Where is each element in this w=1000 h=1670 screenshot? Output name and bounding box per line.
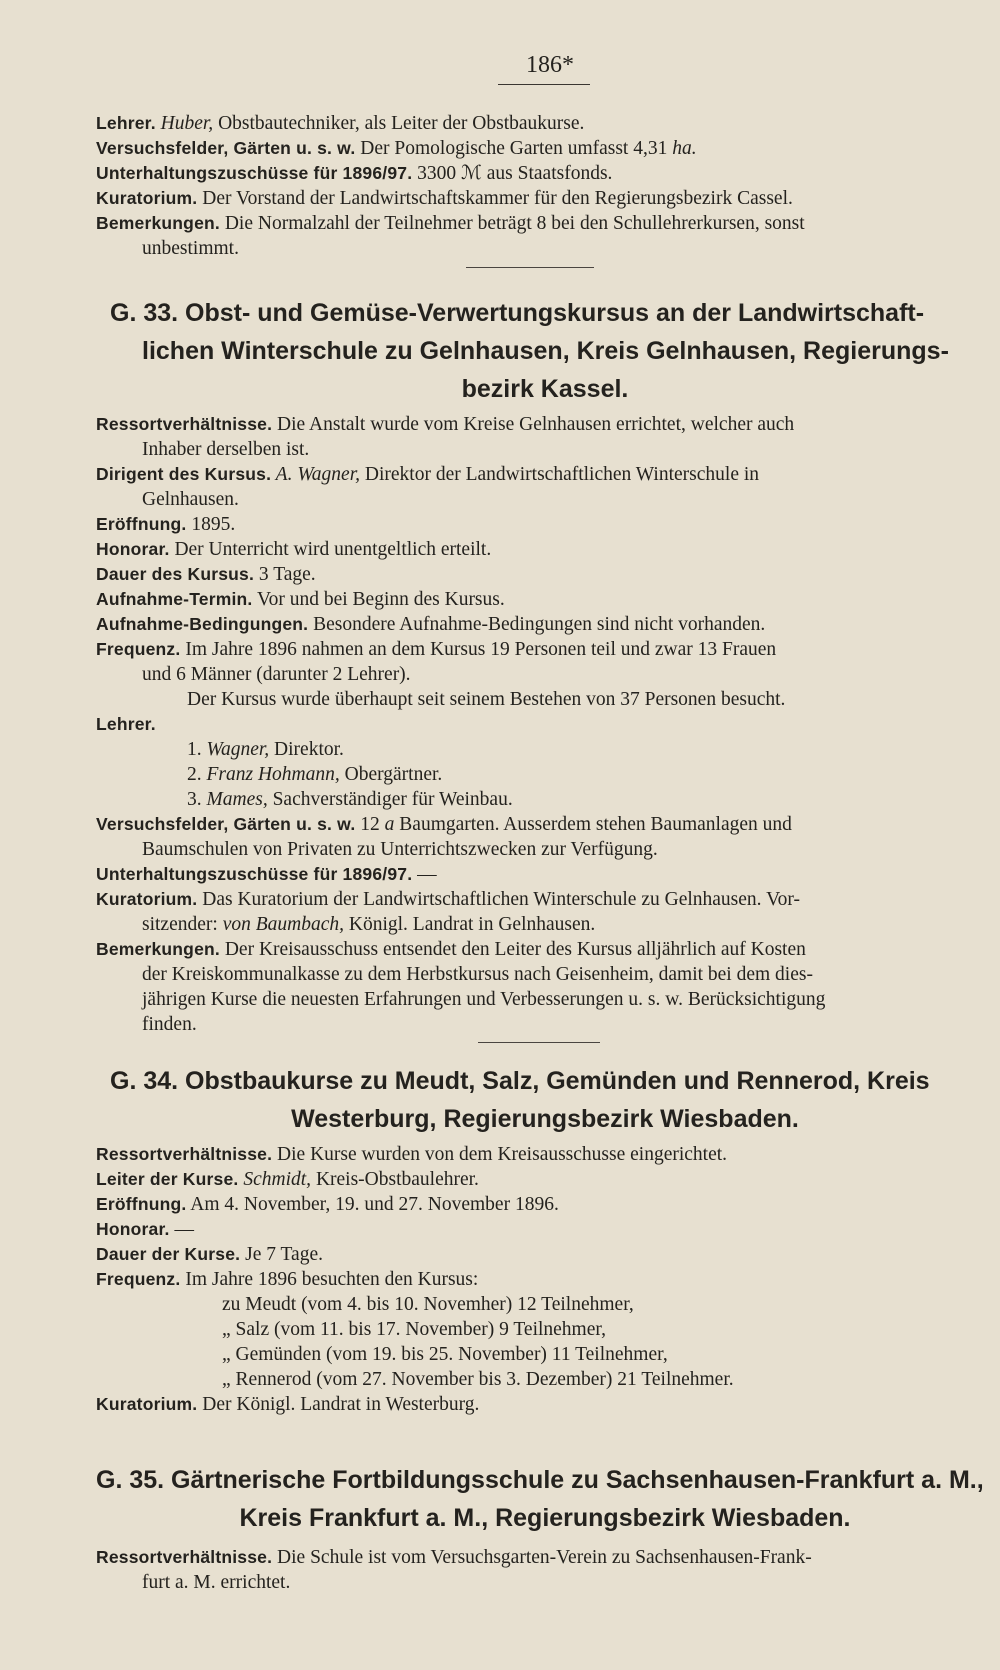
- entry-text: Im Jahre 1896 besuchten den Kursus:: [180, 1269, 479, 1290]
- entry-text: Die Schule ist vom Versuchsgarten-Verein zu Sachsenhausen-Frank-: [272, 1547, 812, 1568]
- continuation-line: und 6 Männer (darunter 2 Lehrer).: [142, 664, 411, 685]
- continuation-line: Inhaber derselben ist.: [142, 439, 310, 460]
- section-heading-line: lichen Winterschule zu Gelnhausen, Kreis Gelnhausen, Regierungs-: [142, 337, 949, 365]
- unterhaltung-entry: [96, 862, 972, 887]
- initial: A.: [271, 464, 298, 485]
- section-heading: G. 35. Gärtnerische Fortbildungsschule zu Sachsenhausen-Frankfurt a. M.,: [96, 1466, 984, 1494]
- entry-text: Der Unterricht wird unentgeltlich erteilt.: [169, 539, 492, 560]
- frequenz-line: „ Salz (vom 11. bis 17. November) 9 Teilnehmer,: [222, 1319, 606, 1340]
- entry-text: Die Anstalt wurde vom Kreise Gelnhausen errichtet, welcher auch: [272, 414, 795, 435]
- entry-label: Kuratorium.: [96, 188, 198, 208]
- entry-label: Dirigent des Kursus.: [96, 464, 272, 484]
- eroeffnung-entry: [96, 512, 972, 537]
- entry-label: Kuratorium.: [96, 1394, 198, 1414]
- item-text: Sachverständiger für Weinbau.: [267, 789, 513, 810]
- entry-label: Ressortverhältnisse.: [96, 1547, 273, 1567]
- dirigent-entry: [96, 462, 972, 487]
- list-item: [187, 787, 513, 812]
- unit: ha.: [672, 138, 697, 159]
- entry-text: Je 7 Tage.: [240, 1244, 323, 1265]
- entry-label: Ressortverhältnisse.: [96, 1144, 273, 1164]
- frequenz-line: „ Rennerod (vom 27. November bis 3. Dezember) 21 Teilnehmer.: [222, 1369, 734, 1390]
- bemerkungen-entry: [96, 937, 972, 962]
- entry-label: Dauer der Kurse.: [96, 1244, 241, 1264]
- entry-text: sitzender:: [142, 914, 223, 935]
- top-kuratorium-entry: [96, 186, 972, 211]
- entry-text: Besondere Aufnahme-Bedingungen sind nicht vorhanden.: [308, 614, 766, 635]
- section-divider: [478, 1042, 600, 1043]
- entry-text: Das Kuratorium der Landwirtschaftlichen Winterschule zu Gelnhausen. Vor-: [197, 889, 800, 910]
- item-number: 1.: [187, 739, 202, 760]
- entry-text: 3 Tage.: [254, 564, 316, 585]
- eroeffnung-entry: [96, 1192, 972, 1217]
- continuation-line: Baumschulen von Privaten zu Unterrichtszwecken zur Verfügung.: [142, 839, 658, 860]
- entry-label: Eröffnung.: [96, 514, 187, 534]
- ressort-entry: [96, 1545, 972, 1570]
- entry-text: Am 4. November, 19. und 27. November 1896.: [186, 1194, 559, 1215]
- frequenz-entry: [96, 1267, 972, 1292]
- entry-text: Der Königl. Landrat in Westerburg.: [197, 1394, 480, 1415]
- section-heading: G. 34. Obstbaukurse zu Meudt, Salz, Gemünden und Rennerod, Kreis: [110, 1067, 930, 1095]
- entry-label: Dauer des Kursus.: [96, 564, 255, 584]
- lehrer-entry: [96, 712, 972, 737]
- entry-label: Aufnahme-Termin.: [96, 589, 253, 609]
- entry-label: Kuratorium.: [96, 889, 198, 909]
- person-name: Wagner,: [297, 464, 361, 485]
- entry-text: Der Vorstand der Landwirtschaftskammer für den Regierungsbezirk Cassel.: [197, 188, 793, 209]
- entry-text: 3300 ℳ aus Staatsfonds.: [412, 163, 613, 184]
- kuratorium-entry: [96, 1392, 972, 1417]
- person-name: Huber,: [160, 113, 214, 134]
- continuation-line: der Kreiskommunalkasse zu dem Herbstkursus nach Geisenheim, damit bei dem dies-: [142, 964, 813, 985]
- entry-text: Der Kreisausschuss entsendet den Leiter des Kursus alljährlich auf Kosten: [219, 939, 806, 960]
- person-name: Franz Hohmann,: [206, 764, 340, 785]
- person-name: Mames,: [206, 789, 268, 810]
- entry-text: Königl. Landrat in Gelnhausen.: [344, 914, 596, 935]
- dauer-entry: [96, 1242, 972, 1267]
- entry-text: Kreis-Obstbaulehrer.: [311, 1169, 479, 1190]
- list-item: [187, 737, 344, 762]
- section-heading: G. 33. Obst- und Gemüse-Verwertungskursus an der Landwirtschaft-: [110, 299, 925, 327]
- top-unterhaltung-entry: [96, 161, 972, 186]
- entry-text: Die Kurse wurden von dem Kreisausschusse eingerichtet.: [272, 1144, 728, 1165]
- entry-text: —: [169, 1219, 194, 1240]
- entry-label: Frequenz.: [96, 639, 181, 659]
- entry-text: Baumgarten. Ausserdem stehen Baumanlagen und: [394, 814, 792, 835]
- continuation-line: [142, 912, 595, 937]
- continuation-line: unbestimmt.: [142, 238, 239, 259]
- top-bemerkungen-entry: [96, 211, 972, 236]
- leiter-entry: [96, 1167, 972, 1192]
- item-number: 2.: [187, 764, 202, 785]
- person-name: von Baumbach,: [222, 914, 344, 935]
- entry-label: Frequenz.: [96, 1269, 181, 1289]
- continuation-line: furt a. M. errichtet.: [142, 1572, 291, 1593]
- entry-text: Die Normalzahl der Teilnehmer beträgt 8 bei den Schullehrerkursen, sonst: [219, 213, 805, 234]
- entry-text: Direktor der Landwirtschaftlichen Winterschule in: [360, 464, 760, 485]
- entry-label: Lehrer.: [96, 714, 156, 734]
- entry-text: Obstbautechniker, als Leiter der Obstbaukurse.: [213, 113, 585, 134]
- entry-label: Lehrer.: [96, 113, 156, 133]
- entry-text: Vor und bei Beginn des Kursus.: [252, 589, 505, 610]
- entry-label: Honorar.: [96, 539, 170, 559]
- honorar-entry: [96, 1217, 972, 1242]
- kuratorium-entry: [96, 887, 972, 912]
- person-name: Schmidt,: [243, 1169, 312, 1190]
- entry-text: 12: [355, 814, 385, 835]
- section-divider: [466, 267, 594, 268]
- honorar-entry: [96, 537, 972, 562]
- continuation-line: jährigen Kurse die neuesten Erfahrungen und Verbesserungen u. s. w. Berücksichtigung: [142, 989, 826, 1010]
- versuchsfelder-entry: [96, 812, 972, 837]
- frequenz-line: „ Gemünden (vom 19. bis 25. November) 11 Teilnehmer,: [222, 1344, 668, 1365]
- section-heading-line: bezirk Kassel.: [461, 375, 629, 403]
- entry-label: Bemerkungen.: [96, 939, 220, 959]
- entry-label: Honorar.: [96, 1219, 170, 1239]
- continuation-line: Gelnhausen.: [142, 489, 239, 510]
- aufnahme-termin-entry: [96, 587, 972, 612]
- ressort-entry: [96, 412, 972, 437]
- frequenz-line: zu Meudt (vom 4. bis 10. Novemher) 12 Teilnehmer,: [222, 1294, 634, 1315]
- section-heading-line: Westerburg, Regierungsbezirk Wiesbaden.: [291, 1105, 799, 1133]
- dauer-entry: [96, 562, 972, 587]
- entry-label: Unterhaltungszuschüsse für 1896/97.: [96, 163, 413, 183]
- page-number-rule: [498, 84, 590, 85]
- section-heading-line: Kreis Frankfurt a. M., Regierungsbezirk Wiesbaden.: [239, 1504, 851, 1532]
- entry-text: —: [412, 864, 437, 885]
- aufnahme-bedingungen-entry: [96, 612, 972, 637]
- entry-label: Unterhaltungszuschüsse für 1896/97.: [96, 864, 413, 884]
- entry-text: Der Pomologische Garten umfasst 4,31: [355, 138, 673, 159]
- unit: a: [384, 814, 395, 835]
- entry-label: Bemerkungen.: [96, 213, 220, 233]
- continuation-line: Der Kursus wurde überhaupt seit seinem Bestehen von 37 Personen besucht.: [187, 689, 786, 710]
- frequenz-entry: [96, 637, 972, 662]
- entry-label: Leiter der Kurse.: [96, 1169, 239, 1189]
- item-text: Direktor.: [269, 739, 344, 760]
- entry-label: Ressortverhältnisse.: [96, 414, 273, 434]
- entry-label: Eröffnung.: [96, 1194, 187, 1214]
- entry-label: Versuchsfelder, Gärten u. s. w.: [96, 814, 356, 834]
- top-versuchsfelder-entry: [96, 136, 972, 161]
- entry-text: 1895.: [186, 514, 236, 535]
- item-text: Obergärtner.: [339, 764, 443, 785]
- person-name: Wagner,: [206, 739, 270, 760]
- page-number: 186*: [526, 52, 574, 78]
- entry-label: Aufnahme-Bedingungen.: [96, 614, 309, 634]
- list-item: [187, 762, 442, 787]
- top-lehrer-entry: [96, 111, 972, 136]
- entry-label: Versuchsfelder, Gärten u. s. w.: [96, 138, 356, 158]
- entry-text: Im Jahre 1896 nahmen an dem Kursus 19 Personen teil und zwar 13 Frauen: [180, 639, 777, 660]
- continuation-line: finden.: [142, 1014, 197, 1035]
- item-number: 3.: [187, 789, 202, 810]
- ressort-entry: [96, 1142, 972, 1167]
